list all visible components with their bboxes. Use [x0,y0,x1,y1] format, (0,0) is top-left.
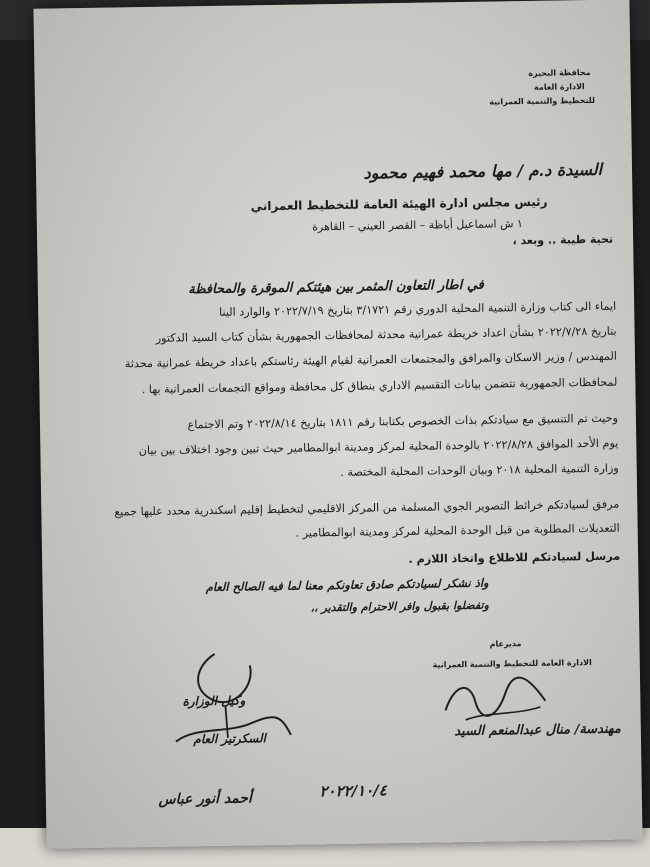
body-line-1: ايماء الى كتاب وزارة التنمية المحلية الدوري رقم ٣/١٧٢١ بتاريخ ٢٠٢٢/٧/١٩ والوارد الينا [218,299,617,319]
addressee-name: السيدة د.م / مها محمد فهيم محمود [363,159,603,183]
body-line-2: بتاريخ ٢٠٢٢/٧/٢٨ بشأن اعداد خريطة عمرانية محدثة لمحافظات الجمهورية بشأن كتاب السيد الدكتور [155,324,617,345]
signatory-left-role-1: وكيل الوزارة [182,693,246,709]
body-line-4: لمحافظات الجمهورية تتضمن بيانات التقسيم الاداري بنطاق كل محافظة ومواقع التجمعات العمرانية بها . [141,375,618,397]
body-line-9: التعديلات المطلوبة من قبل الوحدة المحلية لمركز ومدينة ابوالمطامير . [295,521,620,540]
letterhead-line-1: محافظة البحيرة [528,67,591,78]
subject-line: في اطار التعاون المثمر بين هيئتكم الموقرة والمحافظة [188,277,484,298]
letter-page [33,0,642,849]
letterhead-line-2: الادارة العامة [533,82,585,92]
body-line-10: مرسل لسيادتكم للاطلاع واتخاذ اللازم . [408,549,621,566]
body-line-5: وحيث تم التنسيق مع سيادتكم بذات الخصوص بكتابنا رقم ١٨١١ بتاريخ ٢٠٢٢/٨/١٤ وتم الاجتماع [187,411,619,432]
signatory-right-role-1: مديرعام [489,639,522,649]
letter-date: ٢٠٢٢/١٠/٤ [319,781,387,801]
signatory-left-role-2: السكرتير العام [193,731,267,747]
greeting: تحية طيبة .. وبعد ، [512,232,614,248]
body-line-8: مرفق لسيادتكم خرائط التصوير الجوي المسلمة من المركز الاقليمي لتخطيط إقليم اسكندرية محدد عليها جميع [114,497,620,519]
closing-line-1: واذ نشكر لسيادتكم صادق تعاونكم معنا لما فيه الصالح العام [205,575,489,595]
body-line-3: المهندس / وزير الاسكان والمرافق والمجتمعات العمرانية لقيام الهيئة رئاستكم باعداد خريطة عمرانية محدثة [124,349,618,371]
body-line-6: يوم الأحد الموافق ٢٠٢٢/٨/٢٨ بالوحدة المحلية لمركز ومدينة ابوالمطامير حيث تبين وجود اختلاف بين بيان [138,436,619,458]
signatory-right-name: مهندسة/ منال عبدالمنعم السيد [454,721,621,740]
signatory-left-name: أحمد أنور عباس [158,790,252,808]
body-line-7: وزارة التنمية المحلية ٢٠١٨ وبيان الوحدات المحلية المختصة . [340,461,619,479]
closing-line-2: وتفضلوا بقبول وافر الاحترام والتقدير ،، [310,598,489,615]
addressee-title: رئيس مجلس ادارة الهيئة العامة للتخطيط العمراني [250,194,548,214]
signature-left [154,645,296,757]
signatory-right-role-2: الادارة العامة للتخطيط والتنمية العمرانية [432,658,592,670]
letterhead-line-3: للتخطيط والتنمية العمرانية [489,95,596,107]
addressee-address: ١ ش اسماعيل أباظة – القصر العيني – القاهرة [312,217,523,234]
